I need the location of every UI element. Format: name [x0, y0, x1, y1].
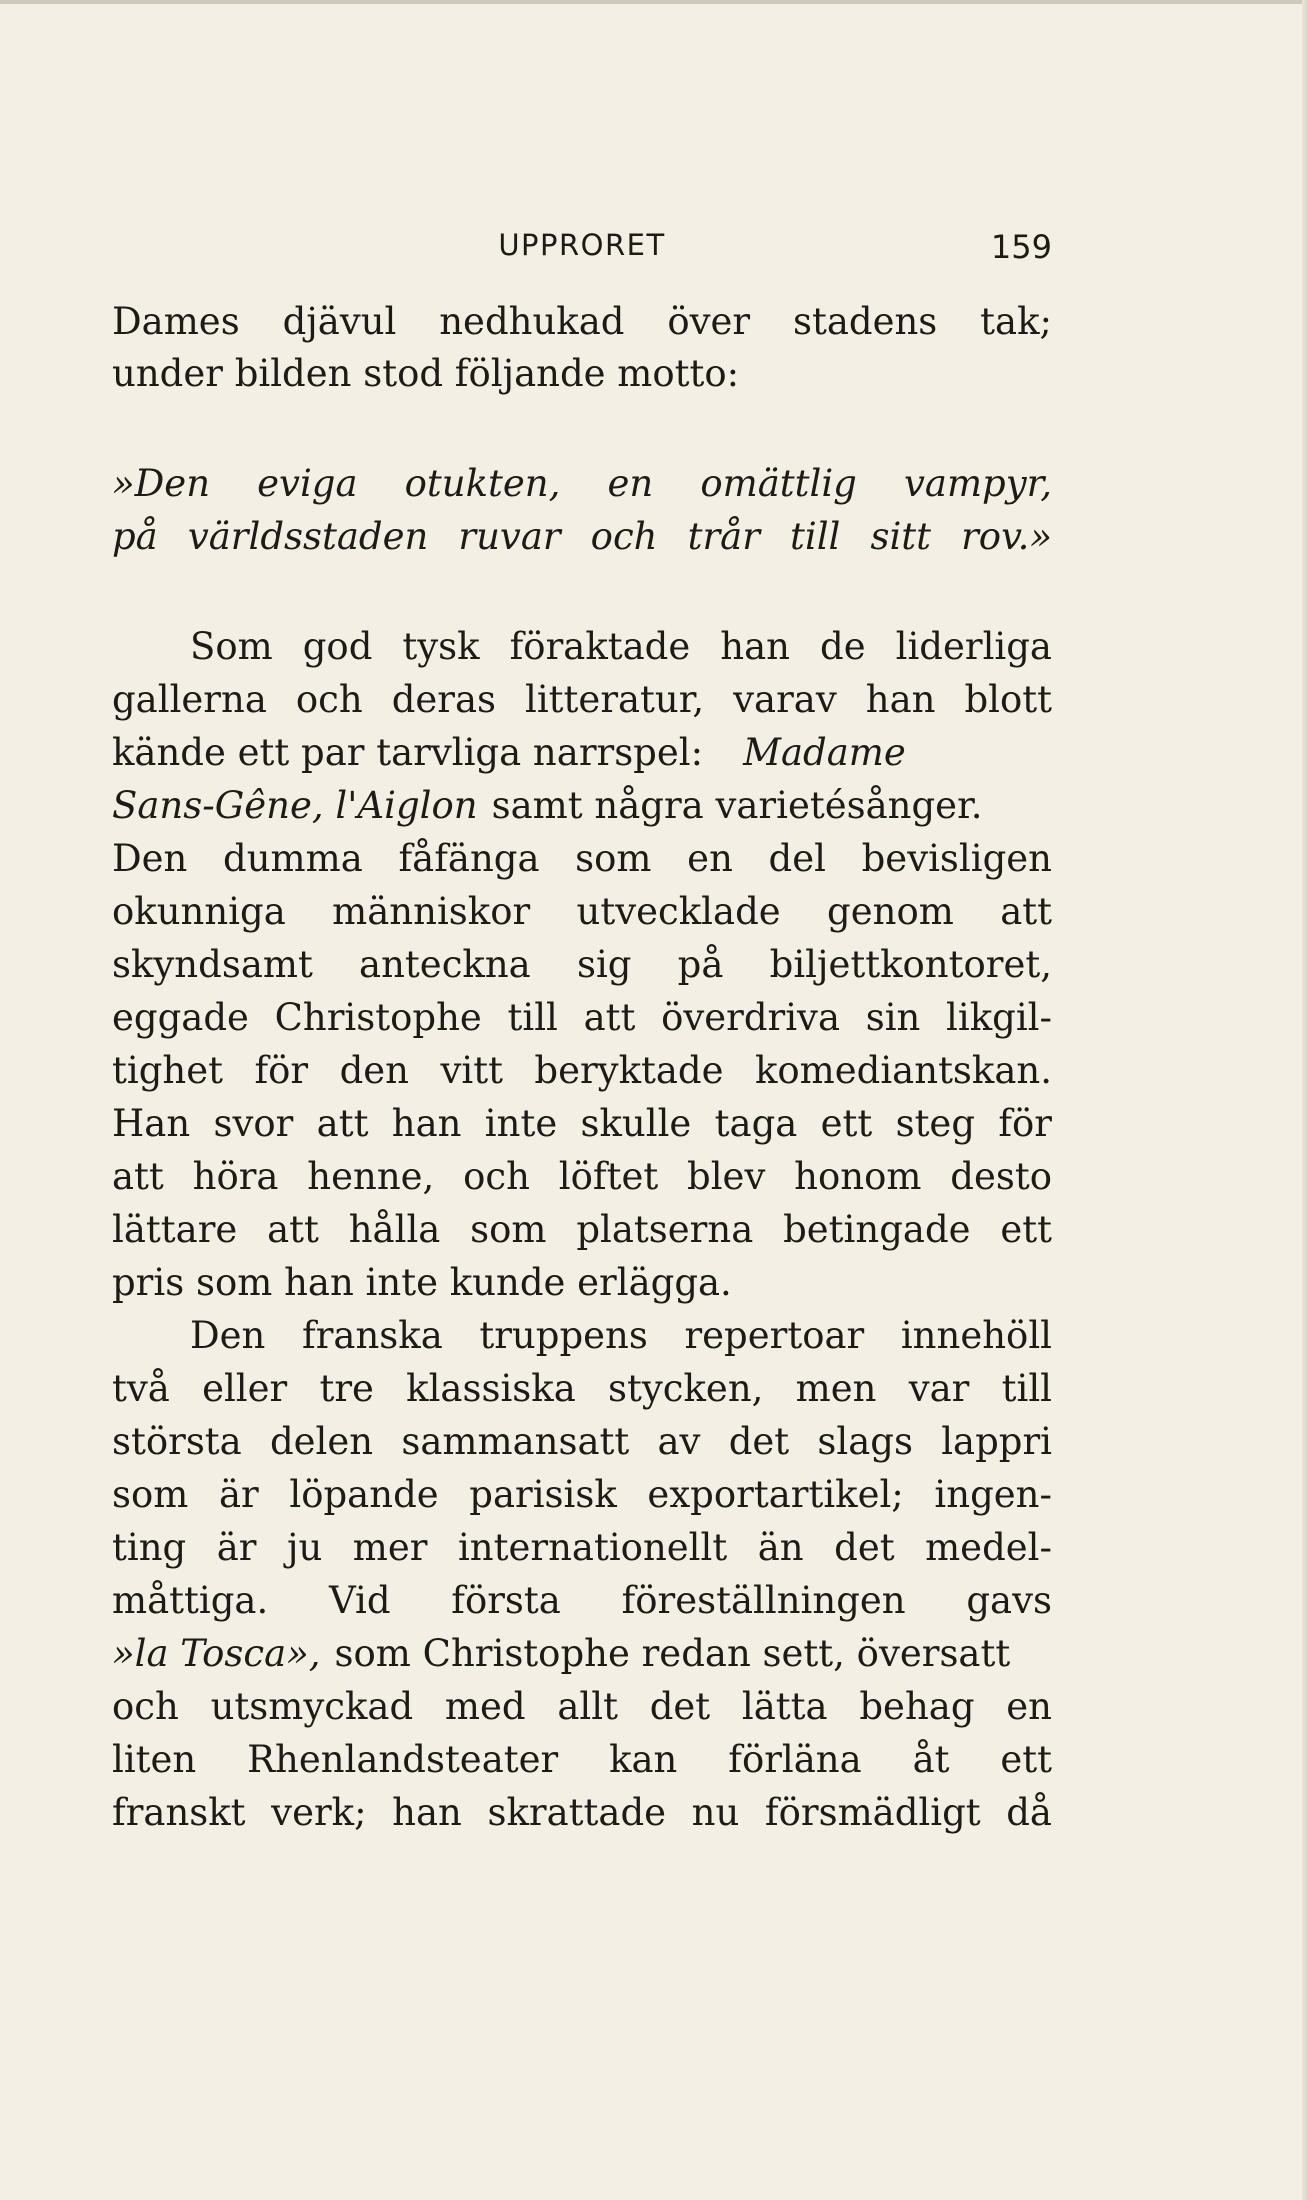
text-line: Han svor att han inte skulle taga ett steg för: [112, 1102, 1052, 1145]
text-line: under bilden stod följande motto:: [112, 352, 740, 395]
text-line: att höra henne, och löftet blev honom desto: [112, 1155, 1052, 1198]
text-line: Dames djävul nedhukad över stadens tak;: [112, 300, 1052, 343]
running-head: UPPRORET: [498, 228, 666, 262]
text-line: två eller tre klassiska stycken, men var till: [112, 1367, 1052, 1410]
text-line: måttiga. Vid första föreställningen gavs: [112, 1579, 1052, 1622]
title-sans-gene: Sans-Gêne, l'Aiglon: [112, 784, 478, 827]
text-line: Den dumma fåfänga som en del bevisligen: [112, 837, 1052, 880]
text-line: [112, 1632, 1052, 1675]
text-line: som är löpande parisisk exportartikel; ingen-: [112, 1473, 1052, 1516]
text-line: skyndsamt anteckna sig på biljettkontoret,: [112, 943, 1052, 986]
text-line: [112, 784, 1052, 827]
text-line: pris som han inte kunde erlägga.: [112, 1261, 732, 1304]
text-line: tighet för den vitt beryktade komediantskan.: [112, 1049, 1052, 1092]
text-line: eggade Christophe till att överdriva sin likgil-: [112, 996, 1052, 1039]
text-line: Som god tysk föraktade han de liderliga: [190, 625, 1052, 668]
text-line: ting är ju mer internationellt än det medel-: [112, 1526, 1052, 1569]
text-fragment: kände ett par tarvliga narrspel:: [112, 731, 704, 774]
text-line: liten Rhenlandsteater kan förläna åt ett: [112, 1738, 1052, 1781]
page-right-edge: [1302, 0, 1308, 2200]
text-line: lättare att hålla som platserna betingade ett: [112, 1208, 1052, 1251]
text-line: och utsmyckad med allt det lätta behag en: [112, 1685, 1052, 1728]
title-la-tosca: »la Tosca»,: [112, 1632, 321, 1675]
text-line: gallerna och deras litteratur, varav han blott: [112, 678, 1052, 721]
text-line: franskt verk; han skrattade nu försmädligt då: [112, 1791, 1052, 1834]
motto-line: »Den eviga otukten, en omättlig vampyr,: [112, 462, 1052, 505]
text-line: Den franska truppens repertoar innehöll: [190, 1314, 1052, 1357]
motto-line: på världsstaden ruvar och trår till sitt rov.»: [112, 515, 1052, 558]
text-fragment: samt några varietésånger.: [491, 784, 983, 827]
text-fragment: som Christophe redan sett, översatt: [334, 1632, 1011, 1675]
text-line: okunniga människor utvecklade genom att: [112, 890, 1052, 933]
text-line: största delen sammansatt av det slags lappri: [112, 1420, 1052, 1463]
page-number: 159: [990, 228, 1052, 266]
text-line: [112, 731, 1052, 774]
page-header: [112, 228, 1052, 288]
page-top-edge: [0, 0, 1308, 4]
title-madame: Madame: [743, 731, 906, 774]
